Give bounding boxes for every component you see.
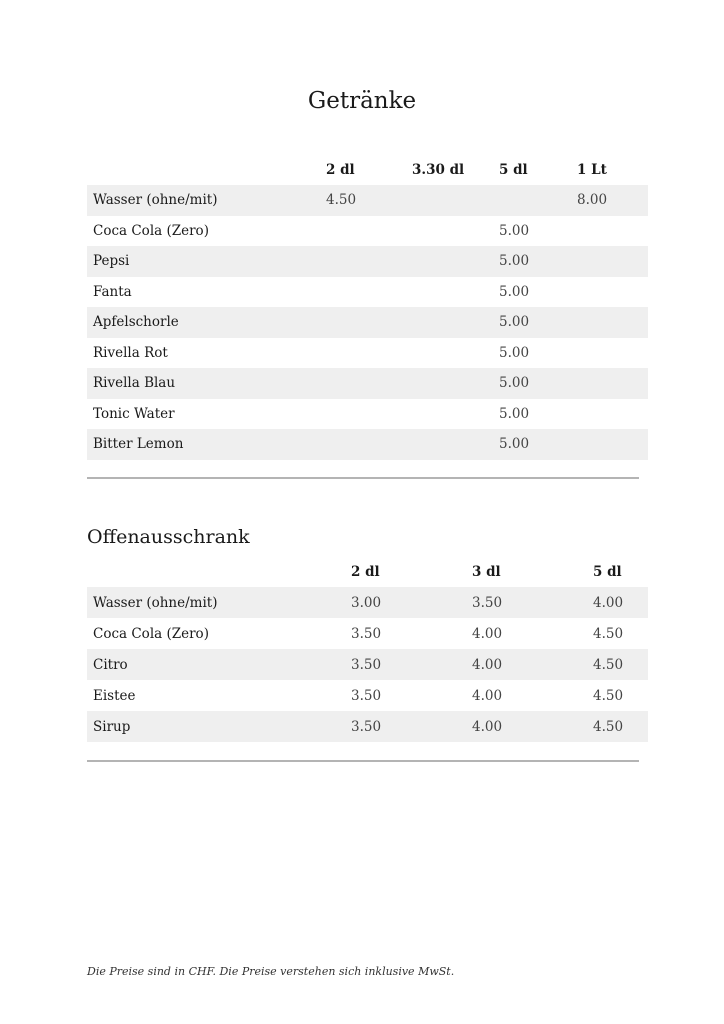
column-header-2dl: 2 dl [326, 162, 355, 178]
section-divider [87, 760, 639, 762]
drink-name: Apfelschorle [87, 307, 326, 338]
column-header-5dl: 5 dl [593, 564, 622, 580]
price-cell [412, 277, 499, 308]
price-cell: 5.00 [499, 368, 577, 399]
price-cell [577, 246, 648, 277]
price-cell [412, 399, 499, 430]
drink-name: Wasser (ohne/mit) [87, 587, 351, 618]
drink-name: Rivella Blau [87, 368, 326, 399]
price-cell [326, 246, 412, 277]
table-row [87, 368, 648, 399]
drink-name: Coca Cola (Zero) [93, 222, 209, 239]
price-cell: 3.50 [351, 711, 472, 742]
price-cell: 4.50 [326, 185, 412, 216]
price-cell [326, 307, 412, 338]
price-cell [412, 307, 499, 338]
price-footnote: Die Preise sind in CHF. Die Preise verstehen sich inklusive MwSt. [87, 965, 455, 978]
price-cell: 4.50 [593, 711, 648, 742]
table-row [87, 399, 648, 430]
getraenke-rows [87, 185, 648, 460]
price-cell [412, 246, 499, 277]
table-row [87, 307, 648, 338]
column-header-1lt: 1 Lt [577, 162, 607, 178]
drink-name: Eistee [93, 687, 136, 704]
price-cell: 5.00 [499, 344, 530, 361]
price-cell [577, 338, 648, 369]
drink-name: Bitter Lemon [87, 429, 326, 460]
price-cell: 4.00 [472, 687, 503, 704]
column-header-2dl: 2 dl [351, 564, 380, 580]
price-cell [326, 277, 412, 308]
column-header-item [87, 155, 326, 185]
price-cell [577, 429, 648, 460]
drink-name: Coca Cola (Zero) [93, 625, 209, 642]
price-cell [326, 429, 412, 460]
price-cell: 4.00 [472, 649, 593, 680]
price-cell [577, 399, 648, 430]
page-title: Getränke [307, 88, 417, 114]
price-cell [412, 216, 499, 247]
price-cell: 3.00 [351, 587, 472, 618]
column-header-330dl: 3.30 dl [412, 162, 465, 178]
section-title-offenausschrank: Offenausschrank [87, 526, 250, 548]
price-cell [326, 368, 412, 399]
offenausschrank-price-table [87, 557, 648, 742]
table-row [87, 711, 648, 742]
drink-name: Fanta [93, 283, 132, 300]
drink-name: Wasser (ohne/mit) [87, 185, 326, 216]
table-header-row [87, 557, 648, 587]
price-cell [326, 338, 412, 369]
table-row [87, 618, 648, 649]
table-row [87, 185, 648, 216]
getraenke-price-table [87, 155, 648, 460]
price-cell: 5.00 [499, 307, 577, 338]
table-row [87, 338, 648, 369]
price-cell: 4.00 [472, 711, 593, 742]
drink-name: Pepsi [87, 246, 326, 277]
price-cell: 4.50 [593, 649, 648, 680]
price-cell [499, 185, 577, 216]
price-cell: 3.50 [351, 649, 472, 680]
drink-name: Citro [87, 649, 351, 680]
section-divider [87, 477, 639, 479]
price-cell [412, 368, 499, 399]
price-cell: 4.00 [593, 587, 648, 618]
table-row [87, 429, 648, 460]
drink-name: Tonic Water [93, 405, 175, 422]
price-cell [577, 368, 648, 399]
table-row [87, 587, 648, 618]
table-row [87, 680, 648, 711]
price-cell [577, 277, 648, 308]
price-cell: 5.00 [499, 222, 530, 239]
price-cell [326, 399, 412, 430]
price-cell: 5.00 [499, 283, 530, 300]
price-cell: 5.00 [499, 246, 577, 277]
offenausschrank-rows [87, 587, 648, 742]
price-cell: 5.00 [499, 405, 530, 422]
price-cell: 4.50 [593, 625, 624, 642]
column-header-3dl: 3 dl [472, 564, 501, 580]
price-cell: 8.00 [577, 185, 648, 216]
drink-name: Rivella Rot [93, 344, 168, 361]
price-cell: 4.00 [472, 625, 503, 642]
table-row [87, 277, 648, 308]
table-row [87, 216, 648, 247]
price-cell: 4.50 [593, 687, 624, 704]
price-cell [577, 307, 648, 338]
column-header-5dl: 5 dl [499, 162, 528, 178]
price-cell [412, 429, 499, 460]
column-header-item [87, 557, 351, 587]
price-cell [412, 185, 499, 216]
drink-name: Sirup [87, 711, 351, 742]
price-cell: 5.00 [499, 429, 577, 460]
price-cell [326, 216, 412, 247]
price-cell [412, 338, 499, 369]
table-row [87, 246, 648, 277]
price-cell: 3.50 [472, 587, 593, 618]
price-cell: 3.50 [351, 687, 382, 704]
price-cell: 3.50 [351, 625, 382, 642]
table-header-row [87, 155, 648, 185]
price-cell [577, 216, 648, 247]
table-row [87, 649, 648, 680]
